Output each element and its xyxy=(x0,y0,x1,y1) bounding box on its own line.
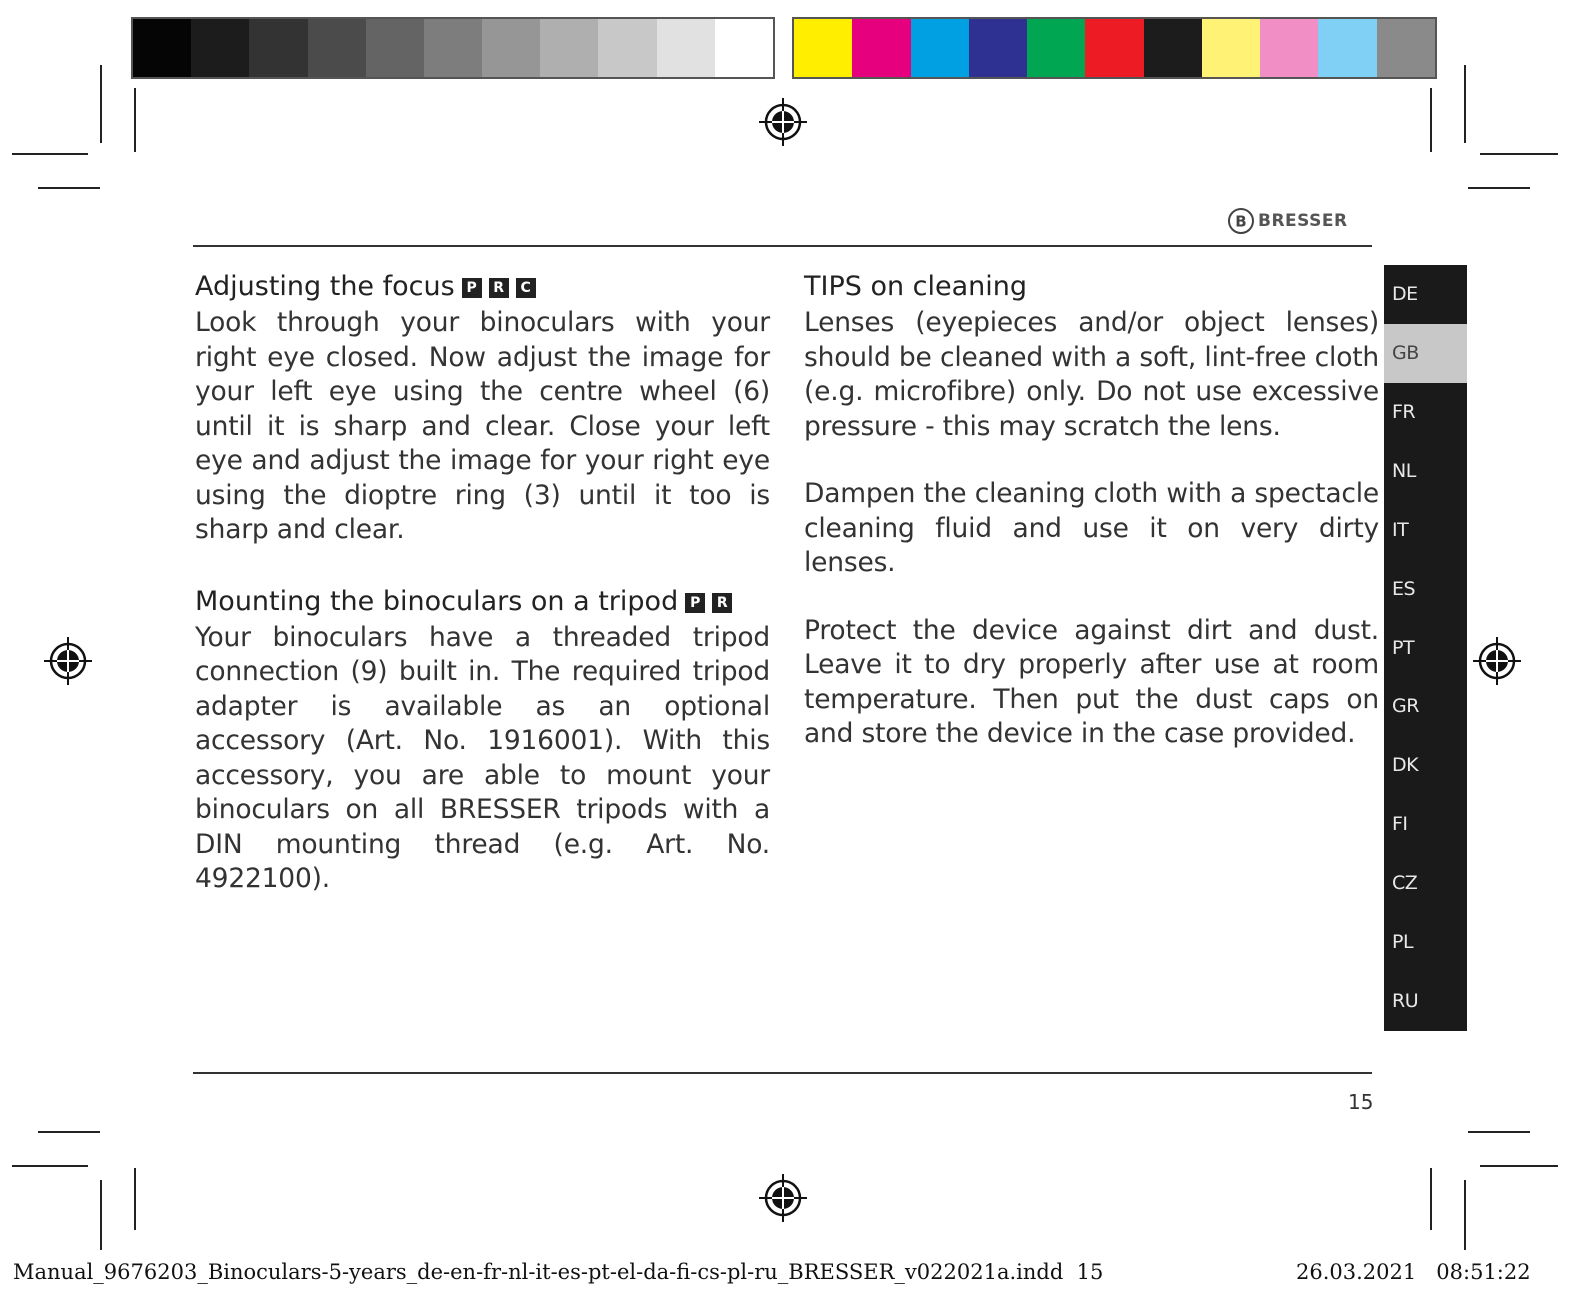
crop-mark xyxy=(1468,187,1530,189)
color-swatch xyxy=(366,19,424,77)
color-swatch xyxy=(424,19,482,77)
color-swatch xyxy=(1318,19,1376,77)
language-tab-fr: FR xyxy=(1392,400,1416,423)
brand-name: BRESSER xyxy=(1258,211,1348,231)
section-body-focus: Look through your binoculars with your right eye closed. Now adjust the image for your left eye using the centre wheel (6) until it is sharp and clear. Close your left eye and adjust the image for your right eye using the dioptre ring (3) until it too is sharp and clear. xyxy=(195,307,770,545)
section-heading-cleaning: TIPS on cleaning xyxy=(804,271,1028,302)
slug-time: 08:51:22 xyxy=(1436,1260,1531,1284)
model-badge: R xyxy=(489,278,509,298)
language-tab-es: ES xyxy=(1392,577,1416,600)
color-swatch xyxy=(1377,19,1435,77)
crop-mark xyxy=(134,1168,136,1230)
crop-mark xyxy=(12,1165,88,1167)
print-slug-timestamp xyxy=(1296,1260,1531,1284)
svg-text:B: B xyxy=(1235,212,1247,231)
model-badge: R xyxy=(712,593,732,613)
crop-mark xyxy=(1468,1131,1530,1133)
crop-mark xyxy=(1464,65,1466,143)
section-title: Adjusting the focus xyxy=(195,271,455,302)
registration-mark-icon xyxy=(757,1172,809,1224)
registration-mark-icon xyxy=(42,635,94,687)
print-slug-file xyxy=(13,1260,1103,1284)
section-heading-tripod xyxy=(195,583,770,621)
crop-mark xyxy=(134,88,136,152)
language-tab-it: IT xyxy=(1392,518,1409,541)
model-badge: C xyxy=(516,278,536,298)
color-swatch xyxy=(1027,19,1085,77)
color-swatch xyxy=(1085,19,1143,77)
left-column xyxy=(195,268,770,897)
color-swatch xyxy=(1202,19,1260,77)
language-tab-gb: GB xyxy=(1384,324,1467,383)
model-badge: P xyxy=(462,278,482,298)
color-swatch xyxy=(1144,19,1202,77)
header-rule xyxy=(193,245,1372,247)
crop-mark xyxy=(100,65,102,143)
cleaning-paragraph: Dampen the cleaning cloth with a spectacle cleaning fluid and use it on very dirty lenses. xyxy=(804,478,1379,578)
brand-logo xyxy=(1228,208,1348,234)
color-swatch xyxy=(133,19,191,77)
section-heading-focus xyxy=(195,268,770,306)
color-swatch xyxy=(715,19,773,77)
language-tab-nl: NL xyxy=(1392,459,1416,482)
language-tab-pt: PT xyxy=(1392,636,1415,659)
registration-mark-icon xyxy=(1471,635,1523,687)
crop-mark xyxy=(1430,1168,1432,1230)
color-swatch xyxy=(794,19,852,77)
language-tab-de: DE xyxy=(1392,283,1418,305)
color-swatch xyxy=(852,19,910,77)
crop-mark xyxy=(1480,153,1558,155)
language-tab-ru: RU xyxy=(1392,990,1419,1013)
page-number: 15 xyxy=(1348,1090,1374,1114)
color-swatch xyxy=(540,19,598,77)
language-tab-dk: DK xyxy=(1392,754,1419,777)
color-swatch xyxy=(911,19,969,77)
model-badge: P xyxy=(685,593,705,613)
language-tab-fi: FI xyxy=(1392,813,1408,836)
slug-page: 15 xyxy=(1076,1260,1104,1284)
grayscale-control-bar xyxy=(131,17,775,79)
color-swatch xyxy=(1260,19,1318,77)
color-swatch xyxy=(598,19,656,77)
section-title: Mounting the binoculars on a tripod xyxy=(195,585,679,617)
color-swatch xyxy=(969,19,1027,77)
color-swatch xyxy=(308,19,366,77)
slug-filename: Manual_9676203_Binoculars-5-years_de-en-fr-nl-it-es-pt-el-da-fi-cs-pl-ru_BRESSER_v022021a.indd xyxy=(13,1260,1064,1284)
crop-mark xyxy=(12,153,88,155)
cleaning-paragraph: Protect the device against dirt and dust. Leave it to dry properly after use at room temperature. Then put the dust caps on and store the device in the case provided. xyxy=(804,614,1379,749)
footer-rule xyxy=(193,1072,1372,1074)
crop-mark xyxy=(100,1180,102,1250)
crop-mark xyxy=(38,1131,100,1133)
section-body-tripod: Your binoculars have a threaded tripod connection (9) built in. The required tripod adapter is available as an optional accessory (Art. No. 1916001). With this accessory, you are able to mount your binoculars on all BRESSER tripods with a DIN mounting thread (e.g. Art. No. 4922100). xyxy=(195,621,770,894)
crop-mark xyxy=(1480,1165,1558,1167)
registration-mark-icon xyxy=(757,96,809,148)
right-column xyxy=(804,268,1379,752)
color-control-bar xyxy=(792,17,1437,79)
crop-mark xyxy=(1430,88,1432,152)
crop-mark xyxy=(38,187,100,189)
language-tab-cz: CZ xyxy=(1392,872,1418,895)
crop-mark xyxy=(1464,1180,1466,1250)
bresser-logo-icon xyxy=(1228,208,1254,234)
language-tab-gr: GR xyxy=(1392,695,1419,718)
color-swatch xyxy=(249,19,307,77)
slug-date: 26.03.2021 xyxy=(1296,1260,1417,1284)
cleaning-paragraph: Lenses (eyepieces and/or object lenses) should be cleaned with a soft, lint-free cloth (e.g. microfibre) only. Do not use excessive pressure - this may scratch the lens. xyxy=(804,307,1379,442)
color-swatch xyxy=(191,19,249,77)
language-tab-pl: PL xyxy=(1392,931,1414,954)
color-swatch xyxy=(657,19,715,77)
language-sidebar xyxy=(1384,265,1467,1031)
color-swatch xyxy=(482,19,540,77)
